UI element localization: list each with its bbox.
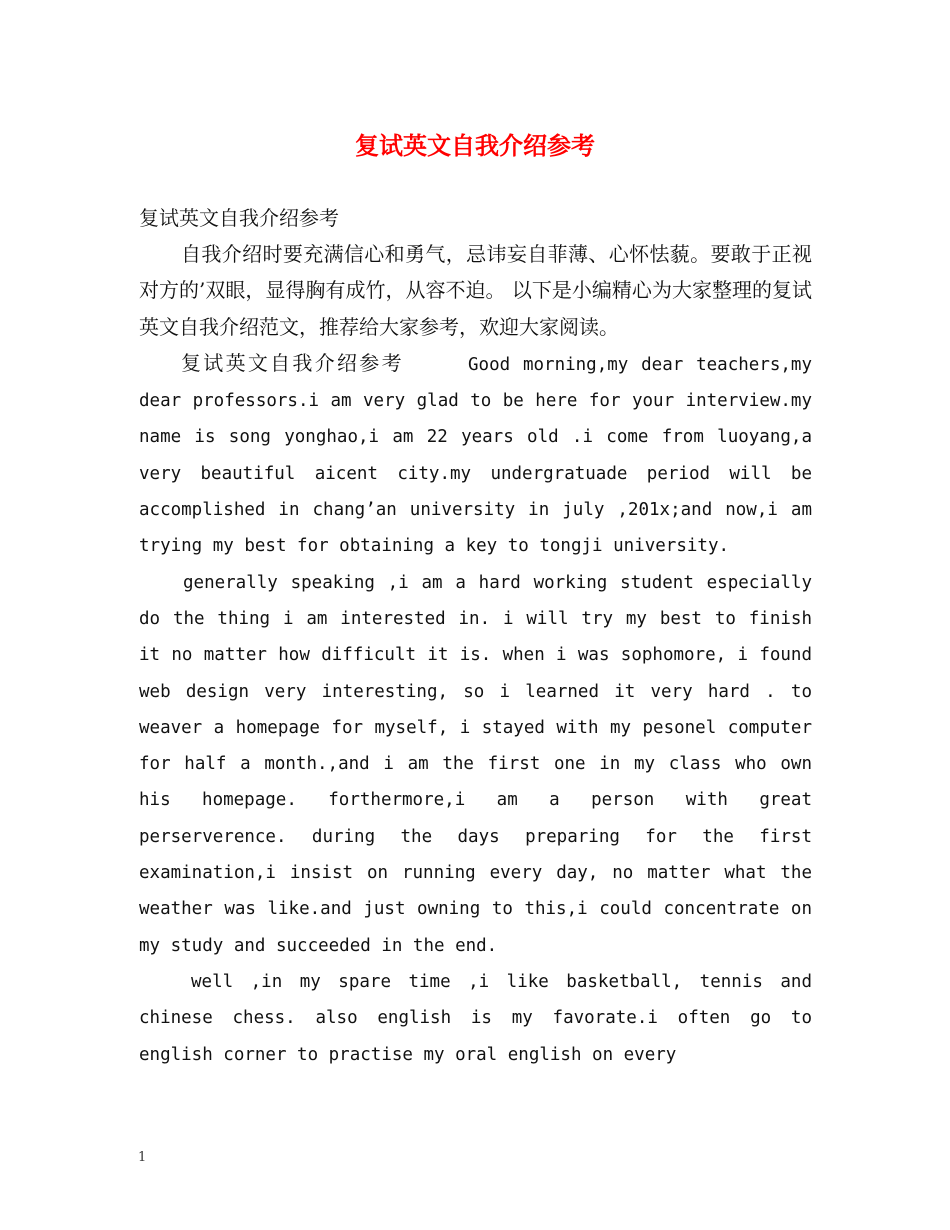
work-ethic-paragraph: generally speaking ,i am a hard working student especially do the thing i am interested in. i will try my best to finish it no matter how difficult it is. when i was sophomore, i found web design very interesting, so i learned it very hard . to weaver a homepage for myself, i stayed with my pesonel computer for half a month.,and i am the first one in my class who own his homepage. forthermore,i am a person with great perserverence. during the days preparing for the first examination,i insist on running every day, no matter what the weather was like.and just owning to this,i could concentrate on my study and succeeded in the end. <box>139 572 812 956</box>
document-body <box>139 200 812 1073</box>
paragraph-heading-cn: 复试英文自我介绍参考 <box>181 350 404 375</box>
hobbies-paragraph: well ,in my spare time ,i like basketball, tennis and chinese chess. also english is my favorate.i often go to english corner to practise my oral english on every <box>139 971 812 1065</box>
page-number: 1 <box>138 1150 147 1165</box>
self-introduction-paragraph <box>139 345 812 565</box>
paragraph-text-en: Good morning,my dear teachers,my dear professors.i am very glad to be here for your interview.my name is song yonghao,i am 22 years old .i come from luoyang,a very beautiful aicent city.my undergratuade period will be accomplished in chang’an university in july ,201x;and now,i am trying my best for obtaining a key to tongji university. <box>139 354 813 557</box>
document-title: 复试英文自我介绍参考 <box>355 131 595 160</box>
document-subtitle: 复试英文自我介绍参考 <box>139 206 339 230</box>
intro-paragraph: 自我介绍时要充满信心和勇气，忌讳妄自菲薄、心怀怯藐。要敢于正视对方的’双眼，显得胸有成竹，从容不迫。 以下是小编精心为大家整理的复试英文自我介绍范文，推荐给大家参考，欢迎大家阅读。 <box>139 242 812 339</box>
